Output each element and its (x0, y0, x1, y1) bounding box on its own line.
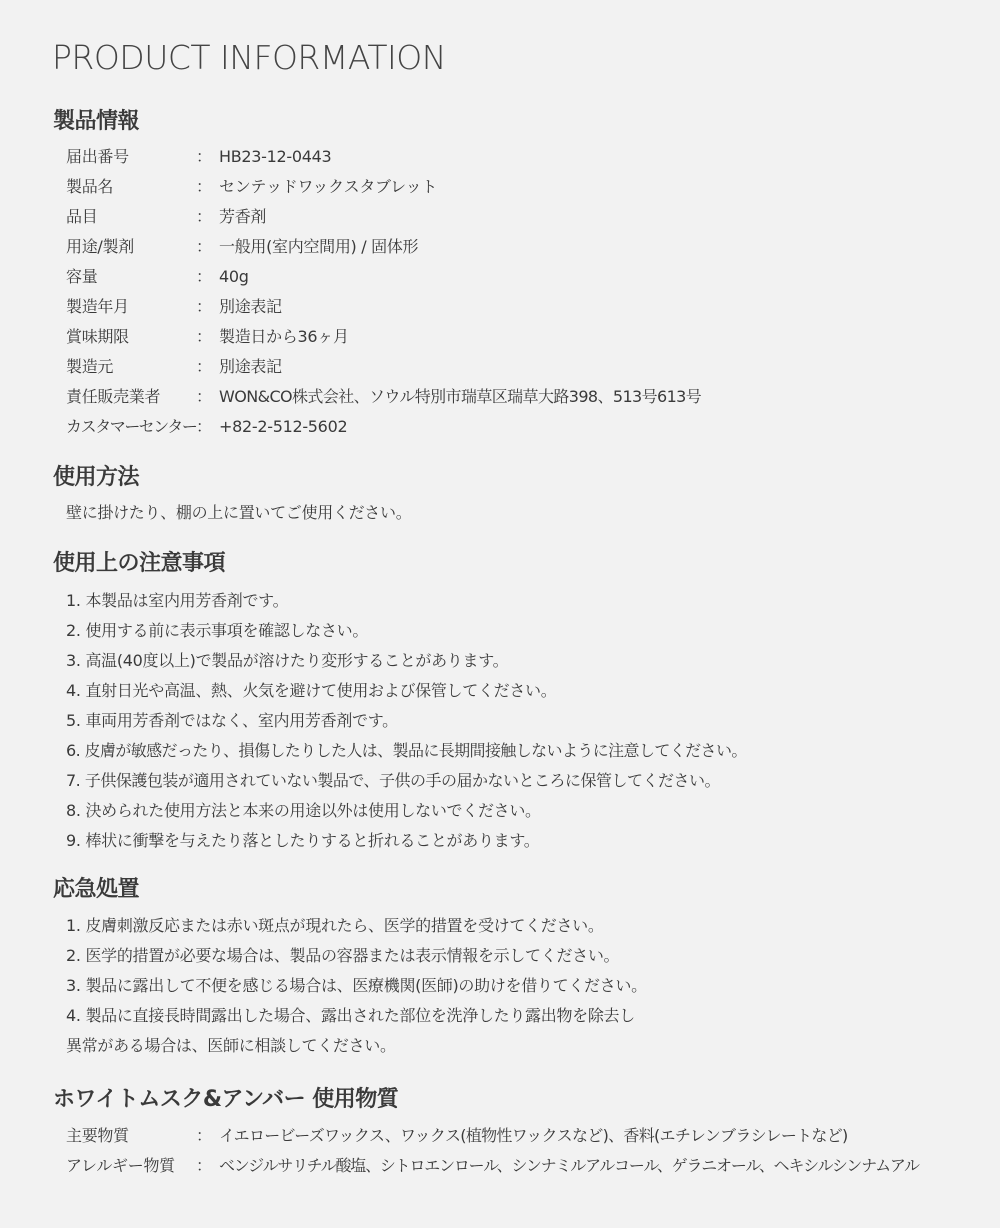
info-colon: ： (196, 267, 213, 286)
first-aid-item: 2. 医学的措置が必要な場合は、製品の容器または表示情報を示してください。 (66, 946, 620, 965)
info-row-customer-center (66, 416, 348, 438)
info-row-category (66, 206, 267, 228)
precaution-item: 2. 使用する前に表示事項を確認しなさい。 (66, 621, 369, 640)
info-colon: ： (196, 207, 213, 226)
ingredient-label: アレルギー物質 (66, 1156, 175, 1175)
info-value: 40g (219, 267, 249, 286)
info-value: 芳香剤 (219, 207, 267, 226)
first-aid-item: 3. 製品に露出して不便を感じる場合は、医療機関(医師)の助けを借りてください。 (66, 976, 647, 995)
info-colon: ： (196, 177, 213, 196)
usage-heading: 使用方法 (53, 465, 140, 490)
info-row-manufacturer (66, 356, 282, 378)
info-label: 製品名 (66, 177, 114, 196)
page-title: PRODUCT INFORMATION (52, 38, 446, 77)
precaution-item: 5. 車両用芳香剤ではなく、室内用芳香剤です。 (66, 711, 398, 730)
info-value: 別途表記 (219, 357, 282, 376)
info-value: 製造日から36ヶ月 (219, 327, 349, 346)
info-row-usage-formulation (66, 236, 419, 258)
precaution-item: 9. 棒状に衝撃を与えたり落としたりすると折れることがあります。 (66, 831, 540, 850)
info-label: 容量 (66, 267, 98, 286)
info-value: センテッドワックスタブレット (219, 177, 438, 196)
info-label: 品目 (66, 207, 98, 226)
usage-text: 壁に掛けたり、棚の上に置いてご使用ください。 (66, 503, 412, 522)
info-label: 製造年月 (66, 297, 129, 316)
precaution-item: 8. 決められた使用方法と本来の用途以外は使用しないでください。 (66, 801, 541, 820)
info-row-capacity (66, 266, 249, 288)
info-colon: ： (196, 357, 213, 376)
info-label: 賞味期限 (66, 327, 129, 346)
info-label: 製造元 (66, 357, 114, 376)
ingredient-row-main (66, 1125, 848, 1147)
info-value: +82-2-512-5602 (219, 417, 348, 436)
ingredient-value: イエロービーズワックス、ワックス(植物性ワックスなど)、香料(エチレンブラシレートなど) (219, 1126, 848, 1145)
ingredient-value: ベンジルサリチル酸塩、シトロエンロール、シンナミルアルコール、ゲラニオール、ヘキシルシンナムアル (219, 1156, 919, 1175)
ingredients-heading: ホワイトムスク&アンバー 使用物質 (53, 1087, 399, 1112)
ingredient-colon: ： (196, 1126, 213, 1145)
precaution-item: 6. 皮膚が敏感だったり、損傷したりした人は、製品に長期間接触しないように注意してください。 (66, 741, 747, 760)
first-aid-item: 1. 皮膚刺激反応または赤い斑点が現れたら、医学的措置を受けてください。 (66, 916, 604, 935)
info-label: 届出番号 (66, 147, 129, 166)
info-value: HB23-12-0443 (219, 147, 332, 166)
info-colon: ： (196, 297, 213, 316)
precaution-item: 4. 直射日光や高温、熱、火気を避けて使用および保管してください。 (66, 681, 557, 700)
info-value: 一般用(室内空間用) / 固体形 (219, 237, 419, 256)
precautions-heading: 使用上の注意事項 (53, 551, 226, 576)
ingredient-colon: ： (196, 1156, 213, 1175)
ingredient-label: 主要物質 (66, 1126, 129, 1145)
info-value: WON&CO株式会社、ソウル特別市瑞草区瑞草大路398、513号613号 (219, 387, 702, 406)
info-row-product-name (66, 176, 438, 198)
info-row-responsible-seller (66, 386, 702, 408)
first-aid-item-continuation: 異常がある場合は、医師に相談してください。 (66, 1036, 396, 1055)
info-row-manufacture-date (66, 296, 282, 318)
ingredient-row-allergens (66, 1155, 919, 1177)
first-aid-item: 4. 製品に直接長時間露出した場合、露出された部位を洗浄したり露出物を除去し (66, 1006, 635, 1025)
precaution-item: 1. 本製品は室内用芳香剤です。 (66, 591, 289, 610)
product-info-heading: 製品情報 (53, 109, 140, 134)
info-label: 用途/製剤 (66, 237, 134, 256)
info-colon: ： (196, 147, 213, 166)
info-label: 責任販売業者 (66, 387, 161, 406)
info-row-notification-number (66, 146, 332, 168)
precaution-item: 3. 高温(40度以上)で製品が溶けたり変形することがあります。 (66, 651, 509, 670)
info-colon: ： (196, 387, 213, 406)
info-colon: ： (196, 237, 213, 256)
precaution-item: 7. 子供保護包装が適用されていない製品で、子供の手の届かないところに保管してください。 (66, 771, 721, 790)
info-row-expiration (66, 326, 349, 348)
info-colon: ： (196, 327, 213, 346)
info-label: カスタマーセンター (66, 417, 197, 436)
info-colon: ： (196, 417, 213, 436)
first-aid-heading: 応急処置 (53, 877, 140, 902)
info-value: 別途表記 (219, 297, 282, 316)
